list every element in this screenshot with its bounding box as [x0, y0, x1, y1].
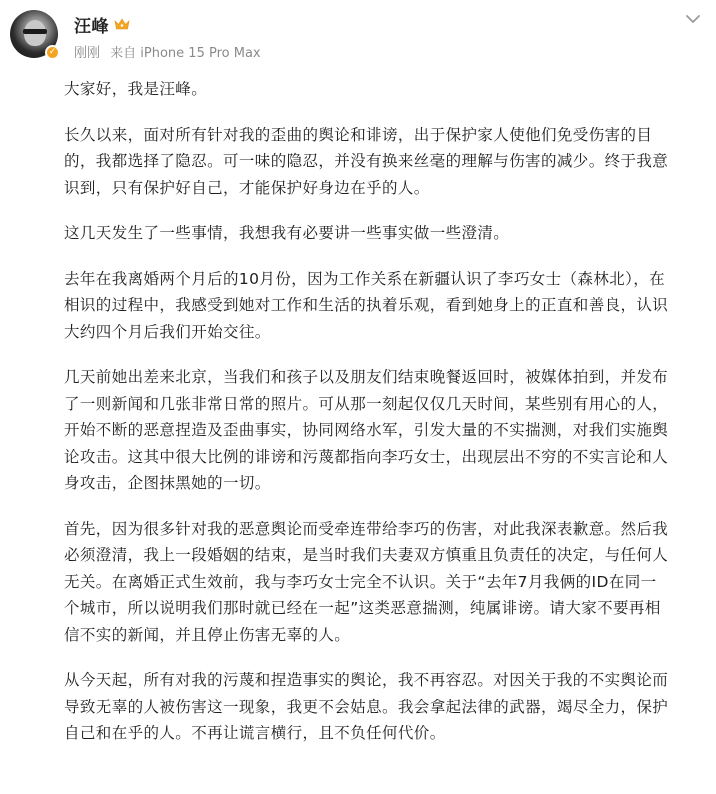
post-body [64, 76, 670, 747]
chevron-down-icon [686, 15, 700, 24]
verified-badge-icon: ✓ [45, 45, 60, 60]
author-name[interactable]: 汪峰 [74, 16, 109, 37]
post-meta [74, 42, 261, 61]
post-header [10, 6, 704, 66]
post-menu-button[interactable] [682, 8, 704, 30]
post-paragraph: 从今天起，所有对我的污蔑和捏造事实的舆论，我不再容忍。对因关于我的不实舆论而导致无辜的人被伤害这一现象，我更不会姑息。我会拿起法律的武器，竭尽全力，保护自己和在乎的人。不再让谎言横行，且不负任何代价。 [64, 671, 669, 742]
post-source: 来自 iPhone 15 Pro Max [110, 46, 261, 61]
author-row [74, 12, 130, 36]
post-paragraph: 几天前她出差来北京，当我们和孩子以及朋友们结束晚餐返回时，被媒体拍到，并发布了一则新闻和几张非常日常的照片。可从那一刻起仅仅几天时间，某些别有用心的人，开始不断的恶意捏造及歪曲事实，协同网络水军，引发大量的不实揣测，对我们实施舆论攻击。这其中很大比例的诽谤和污蔑都指向李巧女士，出现层出不穷的不实言论和人身攻击，企图抹黑她的一切。 [64, 368, 669, 492]
post-paragraph: 这几天发生了一些事情，我想我有必要讲一些事实做一些澄清。 [64, 224, 510, 242]
post-paragraph: 长久以来，面对所有针对我的歪曲的舆论和诽谤，出于保护家人使他们免受伤害的目的，我都选择了隐忍。可一味的隐忍，并没有换来丝毫的理解与伤害的减少。终于我意识到，只有保护好自己，才能保护好身边在乎的人。 [64, 125, 669, 197]
post-paragraph: 首先，因为很多针对我的恶意舆论而受牵连带给李巧的伤害，对此我深表歉意。然后我必须澄清，我上一段婚姻的结束，是当时我们夫妻双方慎重且负责任的决定，与任何人无关。在离婚正式生效前，我与李巧女士完全不认识。关于“去年7月我俩的ID在同一个城市，所以说明我们那时就已经在一起”这类恶意揣测，纯属诽谤。请大家不要再相信不实的新闻，并且停止伤害无辜的人。 [64, 519, 669, 644]
crown-icon [114, 17, 130, 31]
avatar-glasses [23, 29, 47, 34]
post-paragraph: 去年在我离婚两个月后的10月份，因为工作关系在新疆认识了李巧女士（森林北），在相识的过程中，我感受到她对工作和生活的执着乐观，看到她身上的正直和善良，认识大约四个月后我们开始交往。 [64, 269, 669, 341]
post-paragraph-greeting: 大家好，我是汪峰。 [64, 80, 208, 98]
post-time: 刚刚 [74, 46, 101, 61]
